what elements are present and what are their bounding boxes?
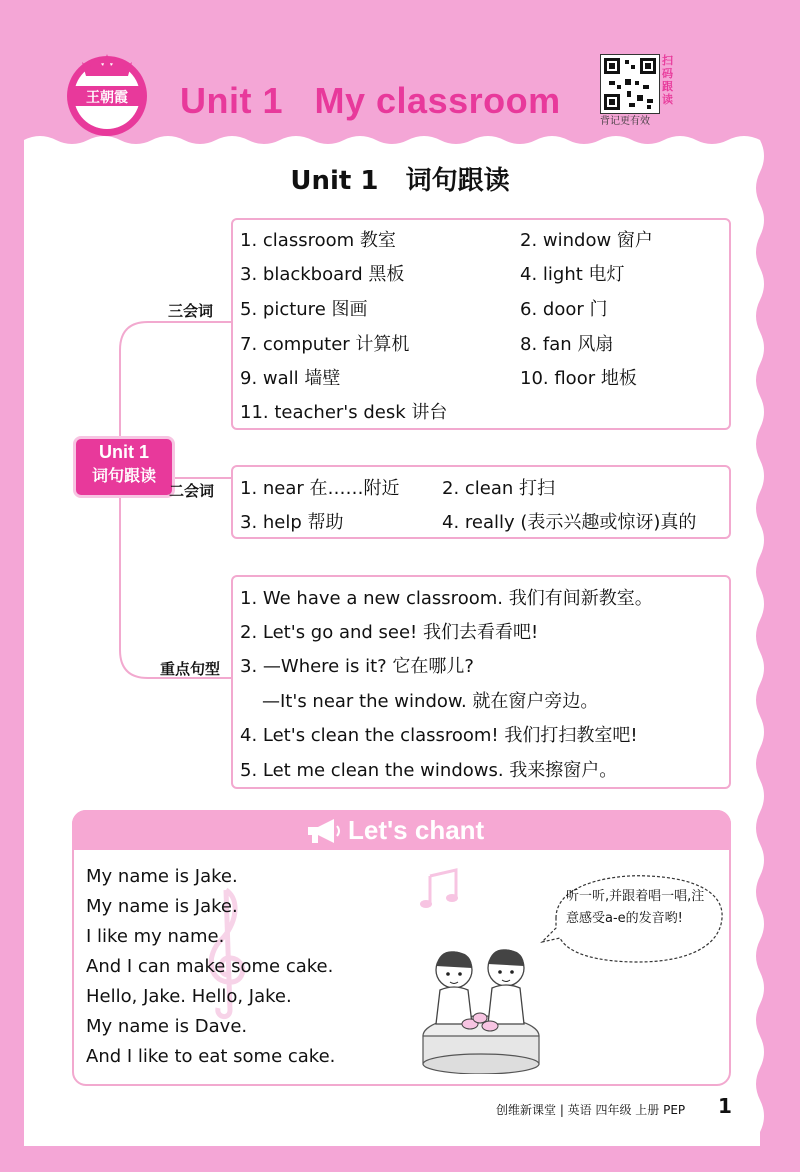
vocab-item: 8. fan 风扇	[520, 334, 614, 355]
vocab-item: 9. wall 墙壁	[240, 368, 341, 389]
branch-label-must-know: 三会词	[168, 302, 214, 320]
center-badge-line2: 词句跟读	[91, 466, 156, 485]
section-heading: Unit 1 词句跟读	[290, 166, 510, 196]
chant-line: And I can make some cake.	[86, 956, 334, 977]
branch-label-key-sentences: 重点句型	[160, 660, 221, 678]
branch-label-should-know: 二会词	[169, 482, 215, 500]
page-number: 1	[718, 1094, 732, 1118]
vocab-item: 3. help 帮助	[240, 512, 344, 533]
sentence-item: 3. —Where is it? 它在哪儿?	[240, 656, 474, 677]
center-badge-line1: Unit 1	[98, 442, 149, 462]
chant-line: And I like to eat some cake.	[86, 1046, 336, 1067]
vocab-item: 5. picture 图画	[240, 299, 368, 320]
vocab-item: 7. computer 计算机	[240, 334, 410, 355]
speech-bubble-text: 听一听,并跟着唱一唱,注意感受a-e的发音哟!	[566, 889, 705, 926]
sentence-item: —It's near the window. 就在窗户旁边。	[262, 691, 599, 712]
qr-caption: 背记更有效	[600, 116, 650, 127]
sentence-item: 1. We have a new classroom. 我们有间新教室。	[240, 588, 653, 609]
vocab-item: 10. floor 地板	[520, 368, 637, 389]
chant-line: My name is Jake.	[86, 896, 238, 917]
footer-series-label: 创维新课堂 | 英语 四年级 上册 PEP	[496, 1103, 686, 1117]
music-note-icon	[418, 868, 462, 912]
chant-line: I like my name.	[86, 926, 225, 947]
chant-line: My name is Jake.	[86, 866, 238, 887]
vocab-item: 3. blackboard 黑板	[240, 264, 405, 285]
vocab-item: 4. light 电灯	[520, 264, 625, 285]
unit-title: Unit 1 My classroom	[180, 80, 561, 121]
sentence-item: 2. Let's go and see! 我们去看看吧!	[240, 622, 539, 643]
vocab-item: 1. near 在……附近	[240, 478, 400, 499]
vocab-item: 11. teacher's desk 讲台	[240, 402, 448, 423]
vocab-item: 2. clean 打扫	[442, 478, 556, 499]
vocab-item: 2. window 窗户	[520, 230, 653, 251]
mindmap-center-badge	[73, 436, 175, 498]
sentence-item: 5. Let me clean the windows. 我来擦窗户。	[240, 760, 618, 781]
megaphone-icon	[304, 816, 342, 846]
qr-side-label: 扫码跟读	[662, 54, 673, 106]
vocab-item: 6. door 门	[520, 299, 608, 320]
vocab-item: 4. really (表示兴趣或惊讶)真的	[442, 512, 697, 533]
svg-text:王朝霞: 王朝霞	[86, 90, 128, 106]
children-illustration	[418, 944, 544, 1074]
chant-line: My name is Dave.	[86, 1016, 248, 1037]
sentence-item: 4. Let's clean the classroom! 我们打扫教室吧!	[240, 725, 638, 746]
chant-line: Hello, Jake. Hello, Jake.	[86, 986, 292, 1007]
vocab-item: 1. classroom 教室	[240, 230, 396, 251]
chant-title: Let's chant	[348, 815, 485, 845]
